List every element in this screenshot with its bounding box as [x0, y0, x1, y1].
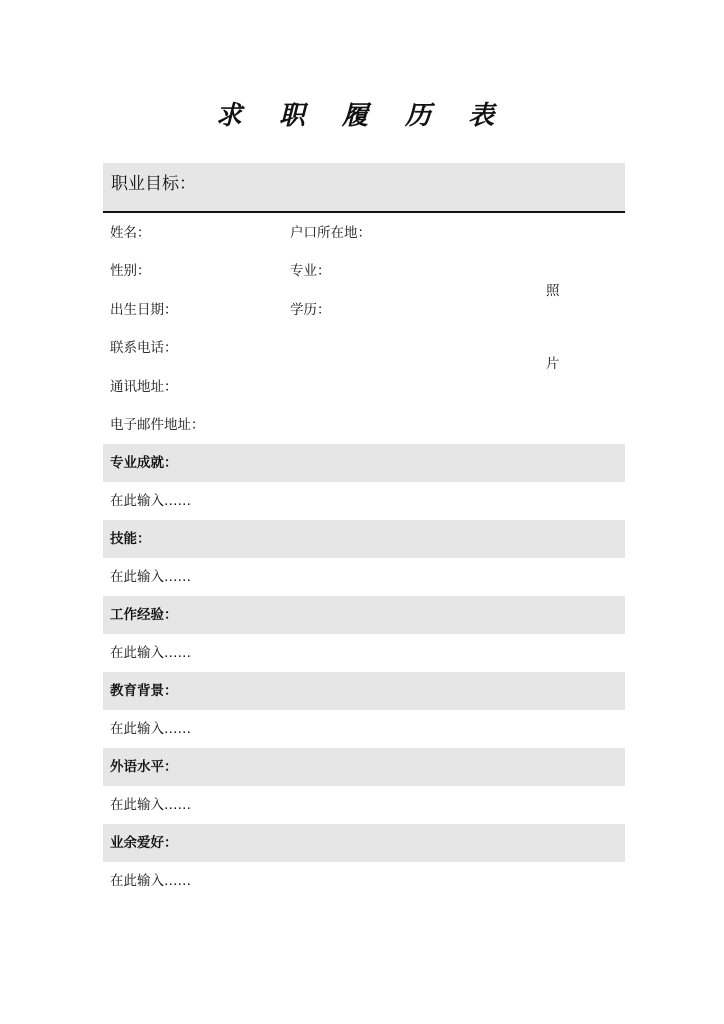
section-body-text[interactable]: 在此输入…… — [110, 797, 191, 813]
photo-label-bottom: 片 — [546, 356, 560, 372]
section-heading-achievements — [103, 444, 625, 482]
photo-label-top: 照 — [546, 283, 560, 299]
section-body-experience[interactable] — [103, 634, 625, 672]
section-body-achievements[interactable] — [103, 482, 625, 520]
section-heading-label: 外语水平： — [110, 759, 178, 775]
objective-bar — [103, 163, 625, 213]
section-body-text[interactable]: 在此输入…… — [110, 493, 191, 509]
phone-field[interactable]: 联系电话： — [110, 340, 178, 356]
section-heading-label: 专业成就： — [110, 455, 178, 471]
objective-label[interactable]: 职业目标： — [111, 174, 196, 194]
section-heading-skills — [103, 520, 625, 558]
section-heading-label: 教育背景： — [110, 683, 178, 699]
section-heading-label: 工作经验： — [110, 607, 178, 623]
section-body-text[interactable]: 在此输入…… — [110, 721, 191, 737]
address-field[interactable]: 通讯地址： — [110, 379, 178, 395]
section-heading-education — [103, 672, 625, 710]
section-body-text[interactable]: 在此输入…… — [110, 569, 191, 585]
email-field[interactable]: 电子邮件地址： — [110, 417, 205, 433]
name-field[interactable]: 姓名： — [110, 225, 151, 241]
hukou-field[interactable]: 户口所在地： — [290, 225, 371, 241]
education-field[interactable]: 学历： — [290, 302, 331, 318]
page-title: 求 职 履 历 表 — [215, 101, 509, 131]
birth-date-field[interactable]: 出生日期： — [110, 302, 178, 318]
section-body-text[interactable]: 在此输入…… — [110, 873, 191, 889]
gender-field[interactable]: 性别： — [110, 263, 151, 279]
section-body-text[interactable]: 在此输入…… — [110, 645, 191, 661]
section-body-skills[interactable] — [103, 558, 625, 596]
section-body-languages[interactable] — [103, 786, 625, 824]
section-body-education[interactable] — [103, 710, 625, 748]
section-body-hobbies[interactable] — [103, 862, 625, 900]
major-field[interactable]: 专业： — [290, 263, 331, 279]
section-heading-experience — [103, 596, 625, 634]
section-heading-label: 业余爱好： — [110, 835, 178, 851]
section-heading-hobbies — [103, 824, 625, 862]
section-heading-languages — [103, 748, 625, 786]
personal-info-block — [103, 214, 625, 444]
section-heading-label: 技能： — [110, 531, 151, 547]
